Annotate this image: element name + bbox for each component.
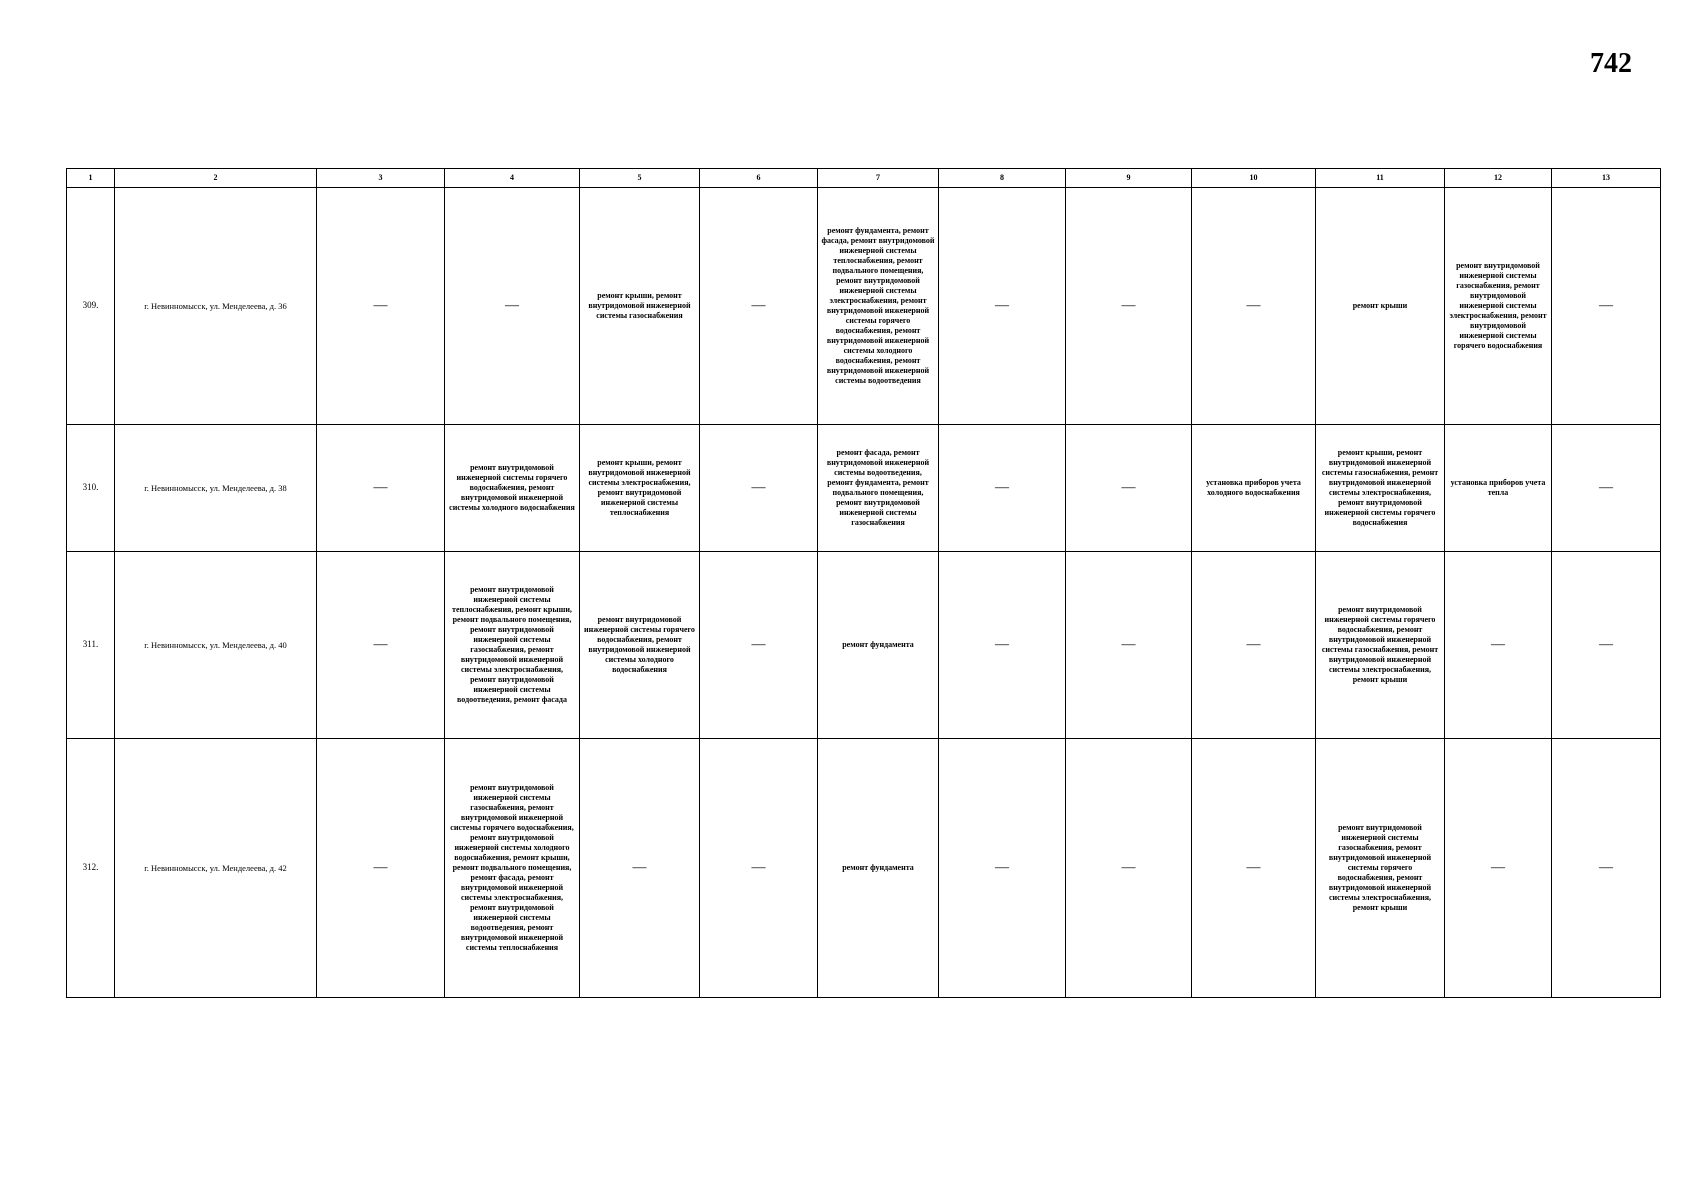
cell-col11: ремонт внутридомовой инженерной системы горячего водоснабжения, ремонт внутридомовой инженерной системы газоснабжения, ремонт внутридомовой инженерной системы электроснабжения, ремонт крыши: [1316, 552, 1445, 739]
repair-schedule-table: [66, 168, 1661, 998]
cell-col13: —: [1552, 188, 1661, 425]
cell-col12: ремонт внутридомовой инженерной системы газоснабжения, ремонт внутридомовой инженерной системы электроснабжения, ремонт внутридомовой инженерной системы горячего водоснабжения: [1445, 188, 1552, 425]
cell-col3: —: [317, 739, 445, 998]
cell-col9: —: [1066, 188, 1192, 425]
cell-col8: —: [939, 552, 1066, 739]
column-header: 12: [1445, 169, 1552, 188]
cell-col6: —: [700, 739, 818, 998]
cell-col8: —: [939, 188, 1066, 425]
row-number: 310.: [67, 425, 115, 552]
column-header: 5: [580, 169, 700, 188]
cell-col5: ремонт крыши, ремонт внутридомовой инженерной системы газоснабжения: [580, 188, 700, 425]
row-number: 312.: [67, 739, 115, 998]
table-row: [67, 739, 1661, 998]
cell-col6: —: [700, 552, 818, 739]
row-address: г. Невинномысск, ул. Менделеева, д. 40: [115, 552, 317, 739]
cell-col11: ремонт внутридомовой инженерной системы газоснабжения, ремонт внутридомовой инженерной системы горячего водоснабжения, ремонт внутридомовой инженерной системы электроснабжения, ремонт крыши: [1316, 739, 1445, 998]
cell-col10: —: [1192, 188, 1316, 425]
cell-col4: —: [445, 188, 580, 425]
column-header: 6: [700, 169, 818, 188]
cell-col10: —: [1192, 739, 1316, 998]
cell-col3: —: [317, 425, 445, 552]
column-header: 4: [445, 169, 580, 188]
page-number: 742: [1590, 48, 1632, 79]
cell-col8: —: [939, 425, 1066, 552]
cell-col10: установка приборов учета холодного водоснабжения: [1192, 425, 1316, 552]
cell-col3: —: [317, 552, 445, 739]
column-header: 11: [1316, 169, 1445, 188]
cell-col8: —: [939, 739, 1066, 998]
column-header: 10: [1192, 169, 1316, 188]
table-row: [67, 425, 1661, 552]
cell-col7: ремонт фундамента: [818, 739, 939, 998]
cell-col6: —: [700, 425, 818, 552]
row-number: 309.: [67, 188, 115, 425]
table-row: [67, 552, 1661, 739]
column-header: 1: [67, 169, 115, 188]
cell-col5: ремонт крыши, ремонт внутридомовой инженерной системы электроснабжения, ремонт внутридомовой инженерной системы теплоснабжения: [580, 425, 700, 552]
column-header: 3: [317, 169, 445, 188]
column-header: 2: [115, 169, 317, 188]
column-header: 13: [1552, 169, 1661, 188]
cell-col4: ремонт внутридомовой инженерной системы теплоснабжения, ремонт крыши, ремонт подвального помещения, ремонт внутридомовой инженерной системы газоснабжения, ремонт внутридомовой инженерной системы электроснабжения, ремонт внутридомовой инженерной системы водоотведения, ремонт фасада: [445, 552, 580, 739]
column-header: 9: [1066, 169, 1192, 188]
cell-col11: ремонт крыши, ремонт внутридомовой инженерной системы газоснабжения, ремонт внутридомовой инженерной системы электроснабжения, ремонт внутридомовой инженерной системы горячего водоснабжения: [1316, 425, 1445, 552]
cell-col10: —: [1192, 552, 1316, 739]
cell-col12: —: [1445, 552, 1552, 739]
cell-col5: —: [580, 739, 700, 998]
cell-col12: —: [1445, 739, 1552, 998]
cell-col3: —: [317, 188, 445, 425]
cell-col7: ремонт фундамента, ремонт фасада, ремонт внутридомовой инженерной системы теплоснабжения, ремонт подвального помещения, ремонт внутридомовой инженерной системы электроснабжения, ремонт внутридомовой инженерной системы горячего водоснабжения, ремонт внутридомовой инженерной системы холодного водоснабжения, ремонт внутридомовой инженерной системы водоотведения: [818, 188, 939, 425]
cell-col9: —: [1066, 739, 1192, 998]
column-header: 8: [939, 169, 1066, 188]
column-number-row: [67, 169, 1661, 188]
cell-col9: —: [1066, 552, 1192, 739]
row-address: г. Невинномысск, ул. Менделеева, д. 36: [115, 188, 317, 425]
cell-col6: —: [700, 188, 818, 425]
cell-col7: ремонт фундамента: [818, 552, 939, 739]
row-number: 311.: [67, 552, 115, 739]
cell-col7: ремонт фасада, ремонт внутридомовой инженерной системы водоотведения, ремонт фундамента, ремонт подвального помещения, ремонт внутридомовой инженерной системы газоснабжения: [818, 425, 939, 552]
cell-col13: —: [1552, 739, 1661, 998]
cell-col13: —: [1552, 552, 1661, 739]
table-row: [67, 188, 1661, 425]
row-address: г. Невинномысск, ул. Менделеева, д. 42: [115, 739, 317, 998]
column-header: 7: [818, 169, 939, 188]
cell-col4: ремонт внутридомовой инженерной системы горячего водоснабжения, ремонт внутридомовой инженерной системы холодного водоснабжения: [445, 425, 580, 552]
cell-col12: установка приборов учета тепла: [1445, 425, 1552, 552]
row-address: г. Невинномысск, ул. Менделеева, д. 38: [115, 425, 317, 552]
cell-col13: —: [1552, 425, 1661, 552]
cell-col4: ремонт внутридомовой инженерной системы газоснабжения, ремонт внутридомовой инженерной системы горячего водоснабжения, ремонт внутридомовой инженерной системы холодного водоснабжения, ремонт крыши, ремонт подвального помещения, ремонт фасада, ремонт внутридомовой инженерной системы электроснабжения, ремонт внутридомовой инженерной системы водоотведения, ремонт внутридомовой инженерной системы теплоснабжения: [445, 739, 580, 998]
cell-col11: ремонт крыши: [1316, 188, 1445, 425]
cell-col5: ремонт внутридомовой инженерной системы горячего водоснабжения, ремонт внутридомовой инженерной системы холодного водоснабжения: [580, 552, 700, 739]
cell-col9: —: [1066, 425, 1192, 552]
